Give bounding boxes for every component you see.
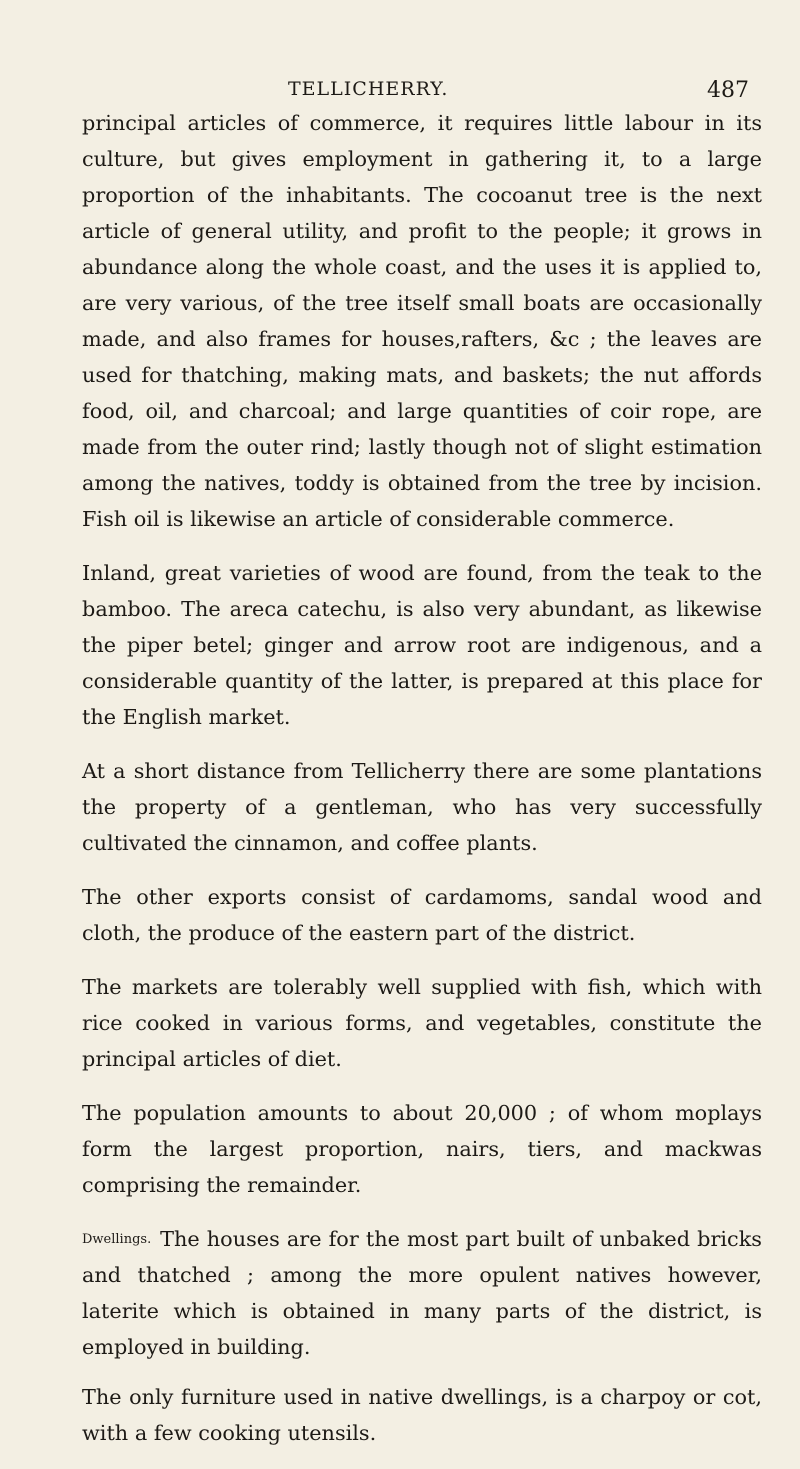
running-header (0, 78, 800, 108)
paragraph-plantations: At a short distance from Tellicherry there are some plantations the property of a gentleman, who has very successfully cultivated the cinnamon, and coffee plants. (82, 759, 762, 855)
paragraph-population: The population amounts to about 20,000 ; of whom moplays form the largest proportion, nairs, tiers, and mackwas comprising the remainder. (82, 1101, 762, 1197)
margin-note-dwellings: Dwellings. (82, 1232, 152, 1247)
page-number: 487 (707, 78, 749, 103)
paragraph-markets: The markets are tolerably well supplied with fish, which with rice cooked in various forms, and vegetables, constitute the principal articles of diet. (82, 975, 762, 1071)
paragraph-cocoanut: principal articles of commerce, it requires little labour in its culture, but gives employment in gathering it, to a large proportion of the inhabitants. The cocoanut tree is the next article of general utility, and profit to the people; it grows in abundance along the whole coast, and the uses it is applied to, are very various, of the tree itself small boats are occasionally made, and also frames for houses,rafters, &c ; the leaves are used for thatching, making mats, and baskets; the nut affords food, oil, and charcoal; and large quantities of coir rope, are made from the outer rind; lastly though not of slight estimation among the natives, toddy is obtained from the tree by incision. Fish oil is likewise an article of considerable commerce. (82, 111, 762, 531)
body-text (82, 105, 762, 1469)
dwellings-text: The houses are for the most part built of unbaked bricks and thatched ; among the more opulent natives however, laterite which is obtained in many parts of the district, is employed in building. (82, 1227, 762, 1359)
paragraph-furniture: The only furniture used in native dwellings, is a charpoy or cot, with a few cooking utensils. (82, 1385, 762, 1445)
paragraph-exports: The other exports consist of cardamoms, sandal wood and cloth, the produce of the eastern part of the district. (82, 885, 762, 945)
paragraph-inland: Inland, great varieties of wood are found, from the teak to the bamboo. The areca catechu, is also very abundant, as likewise the piper betel; ginger and arrow root are indigenous, and a considerable quantity of the latter, is prepared at this place for the English market. (82, 561, 762, 729)
paragraph-dwellings (82, 1221, 762, 1365)
running-title: TELLICHERRY. (288, 78, 449, 100)
